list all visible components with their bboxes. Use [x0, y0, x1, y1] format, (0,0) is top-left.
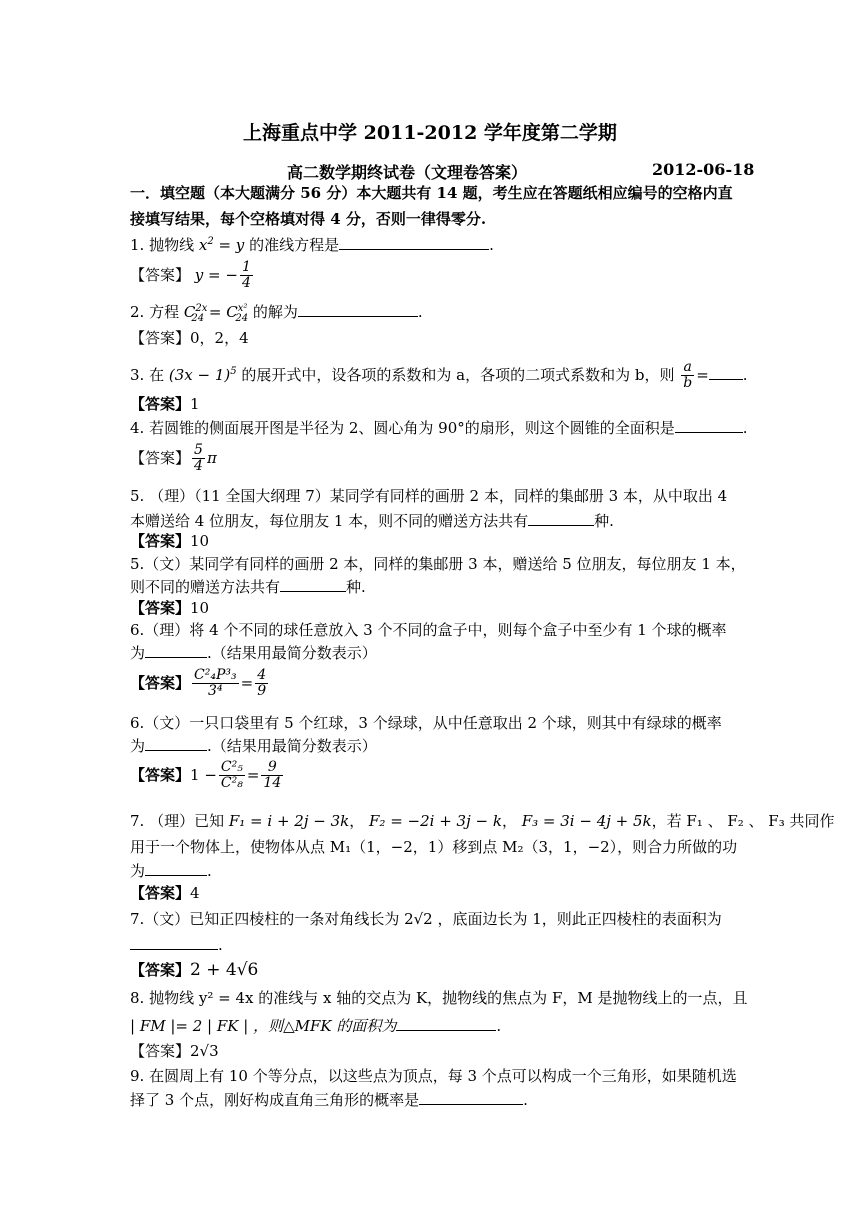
q2-text: 的解为 [248, 303, 298, 321]
question-9-line-2 [130, 1091, 528, 1109]
question-3: 3. 在 $(3x - 1)^5$ 的展开式中，设各项的系数和为 a，各项的二项式系数和为 b，则 $\frac{a}{b}$ = . [130, 359, 748, 392]
a8-value: 2√3 [190, 1042, 219, 1060]
a6l-result [255, 668, 268, 700]
q7w-end: . [218, 936, 223, 954]
q3-equals: = [696, 365, 709, 384]
question-2 [130, 303, 423, 324]
question-1 [130, 236, 494, 254]
q7l-force-2: F₂ = −2i + 3j − k [369, 812, 502, 830]
a5w-value: 10 [190, 599, 210, 617]
question-7-science-line-2: 用于一个物体上，使物体从点 M₁（1，−2，1）移到点 M₂（3，1，−2），则合力所做的功 [130, 838, 738, 856]
q7l-prefix-2: 为 [130, 862, 146, 880]
question-5-science-line-1: 5. （理）（11 全国大纲理 7）某同学有同样的画册 2 本，同样的集邮册 3 本，从中取出 4 [130, 487, 728, 505]
q3-fraction [681, 360, 694, 392]
q6w-end: .（结果用最简分数表示） [207, 737, 377, 755]
a2-value: 0，2，4 [190, 329, 249, 347]
q8-end: . [496, 1017, 502, 1035]
a6l-fraction [192, 668, 239, 700]
answer-label: 【答案】 [130, 329, 191, 347]
question-7-science-line-1: 7. （理）已知 F₁ = i + 2j − 3k， F₂ = −2i + 3j − k， F₃ = 3i − 4j + 5k，若 F₁ 、 F₂ 、 F₃ 共同作 [130, 812, 835, 830]
question-9-line-1: 9. 在圆周上有 10 个等分点，以这些点为顶点，每 3 个点可以构成一个三角形，如果随机选 [130, 1067, 737, 1085]
q6w-prefix: 为 [130, 737, 146, 755]
answer-label: 【答案】 [130, 265, 191, 284]
q3-formula: $(3x - 1)^5$ [168, 365, 237, 384]
question-4: 4. 若圆锥的侧面展开图是半径为 2、圆心角为 90°的扇形，则这个圆锥的全面积是 . [130, 419, 748, 437]
answer-7-arts [130, 961, 258, 981]
a6l-equals: = [240, 673, 254, 692]
q3-text: 的展开式中，设各项的系数和为 a，各项的二项式系数和为 b，则 [236, 365, 680, 384]
section-heading-line-1: 一．填空题（本大题满分 56 分）本大题共有 14 题，考生应在答题纸相应编号的空格内直 [130, 184, 733, 202]
a3-value: 1 [190, 395, 200, 413]
a4-numerator: 5 [194, 442, 203, 458]
answer-label: 【答案】 [130, 532, 191, 550]
a6w-denominator: C²₈ [220, 775, 243, 792]
answer-label: 【答案】 [130, 599, 191, 617]
a6w-prefix: 1 − [190, 765, 217, 784]
a1-denominator: 4 [241, 275, 251, 292]
section-heading-line-2: 接填写结果，每个空格填对得 4 分，否则一律得零分. [130, 210, 487, 228]
q2-prefix: 2. 方程 [130, 303, 184, 321]
answer-6-arts [130, 760, 285, 792]
question-5-arts-line-1: 5.（文）某同学有同样的画册 2 本，同样的集邮册 3 本，赠送给 5 位朋友，每位朋友 1 本， [130, 555, 746, 573]
a7w-value: 2 + 4√6 [190, 960, 259, 980]
q4-answer-blank [675, 419, 743, 433]
a6w-numerator: C²₅ [220, 759, 243, 775]
a7l-value: 4 [190, 884, 200, 902]
a1-fraction [240, 260, 253, 292]
q6l-answer-blank [145, 644, 207, 658]
a6l-result-denominator: 9 [257, 683, 267, 700]
q9-answer-blank [419, 1091, 523, 1105]
q1-formula: $x^2 = y$ [198, 236, 245, 254]
q5w-end: 种. [346, 578, 366, 596]
answer-label: 【答案】 [130, 673, 191, 692]
q1-answer-blank [339, 236, 489, 250]
q6w-answer-blank [145, 737, 207, 751]
q7l-tail: ，若 F₁ 、 F₂ 、 F₃ 共同作 [651, 812, 835, 830]
question-7-arts-line-2 [130, 936, 223, 954]
a1-lhs: y = − [194, 265, 238, 284]
q2-answer-blank [298, 303, 418, 317]
q7l-force-3: F₃ = 3i − 4j + 5k [521, 812, 652, 830]
a6w-fraction [219, 760, 245, 792]
question-6-science-line-1: 6.（理）将 4 个不同的球任意放入 3 个不同的盒子中，则每个盒子中至少有 1 个球的概率 [130, 621, 727, 639]
answer-label: 【答案】 [130, 765, 191, 784]
q7l-end: . [207, 862, 212, 880]
question-6-arts-line-2 [130, 737, 377, 755]
q7l-answer-blank [145, 862, 207, 876]
answer-7-science [130, 885, 200, 902]
a6w-equals: = [246, 765, 260, 784]
answer-5-science [130, 533, 209, 550]
answer-label: 【答案】 [130, 961, 191, 979]
q3-answer-blank [709, 366, 743, 380]
q2-end: . [417, 303, 423, 321]
q5w-text: 则不同的赠送方法共有 [130, 578, 281, 596]
question-8-line-1: 8. 抛物线 y² = 4x 的准线与 x 轴的交点为 K，抛物线的焦点为 F，M 是抛物线上的一点，且 [130, 989, 748, 1007]
answer-4 [130, 443, 217, 475]
q3-denominator: b [683, 375, 693, 392]
a4-fraction [192, 443, 205, 475]
a4-pi: π [206, 448, 217, 467]
a1-numerator: 1 [241, 259, 251, 275]
question-5-science-line-2 [130, 512, 614, 530]
answer-6-science [130, 668, 270, 700]
answer-2 [130, 330, 249, 347]
q1-prefix: 1. 抛物线 [130, 236, 199, 254]
q5l-text: 本赠送给 4 位朋友，每位朋友 1 本，则不同的赠送方法共有 [130, 512, 529, 530]
q5w-answer-blank [280, 578, 346, 592]
question-8-line-2 [130, 1017, 501, 1035]
answer-label: 【答案】 [130, 448, 191, 467]
a6w-result-denominator: 14 [263, 775, 282, 792]
q5l-end: 种. [594, 512, 614, 530]
answer-label: 【答案】 [130, 1042, 191, 1060]
page-title: 上海重点中学 2011-2012 学年度第二学期 [243, 122, 617, 144]
q4-text: 4. 若圆锥的侧面展开图是半径为 2、圆心角为 90°的扇形，则这个圆锥的全面积是 [130, 419, 675, 437]
question-5-arts-line-2 [130, 578, 366, 596]
a6w-result-numerator: 9 [261, 760, 283, 776]
q1-text: 的准线方程是 [244, 236, 340, 254]
question-7-science-line-3 [130, 862, 212, 880]
question-6-science-line-2 [130, 644, 377, 662]
q6l-end: .（结果用最简分数表示） [207, 644, 377, 662]
q1-end: . [489, 236, 494, 254]
question-7-arts-line-1: 7.（文）已知正四棱柱的一条对角线长为 2√2 ，底面边长为 1，则此正四棱柱的表面积为 [130, 910, 722, 928]
answer-label: 【答案】 [130, 395, 191, 413]
answer-label: 【答案】 [130, 884, 191, 902]
q7l-prefix: 7. （理）已知 [130, 812, 229, 830]
a4-denominator: 4 [194, 458, 203, 475]
q3-numerator: a [681, 360, 694, 376]
a6l-result-numerator: 4 [257, 667, 267, 683]
q8-text: | FM |= 2 | FK | ，则△MFK 的面积为 [130, 1017, 397, 1035]
a6l-numerator: C²₄P³₃ [194, 667, 237, 683]
answer-1 [130, 260, 255, 292]
answer-5-arts [130, 600, 209, 617]
answer-3 [130, 396, 200, 413]
q7l-force-1: F₁ = i + 2j − 3k [228, 812, 350, 830]
q7w-answer-blank [130, 936, 218, 950]
q5l-answer-blank [528, 512, 594, 526]
a6l-denominator: 3⁴ [208, 683, 223, 700]
q6l-prefix: 为 [130, 644, 146, 662]
q9-end: . [523, 1091, 528, 1109]
q8-answer-blank [396, 1017, 496, 1031]
q2-formula: $C^{2x}_{24} = C^{x^2}_{24}$ [183, 303, 249, 324]
exam-date: 2012-06-18 [652, 160, 755, 179]
q9-text: 择了 3 个点，刚好构成直角三角形的概率是 [130, 1091, 420, 1109]
a6w-result [261, 760, 283, 792]
q3-prefix: 3. 在 [130, 365, 169, 384]
question-6-arts-line-1: 6.（文）一只口袋里有 5 个红球，3 个绿球，从中任意取出 2 个球，则其中有绿球的概率 [130, 714, 722, 732]
a5l-value: 10 [190, 532, 210, 550]
page-subtitle: 高二数学期终试卷（文理卷答案） [287, 163, 528, 182]
answer-8 [130, 1043, 219, 1060]
